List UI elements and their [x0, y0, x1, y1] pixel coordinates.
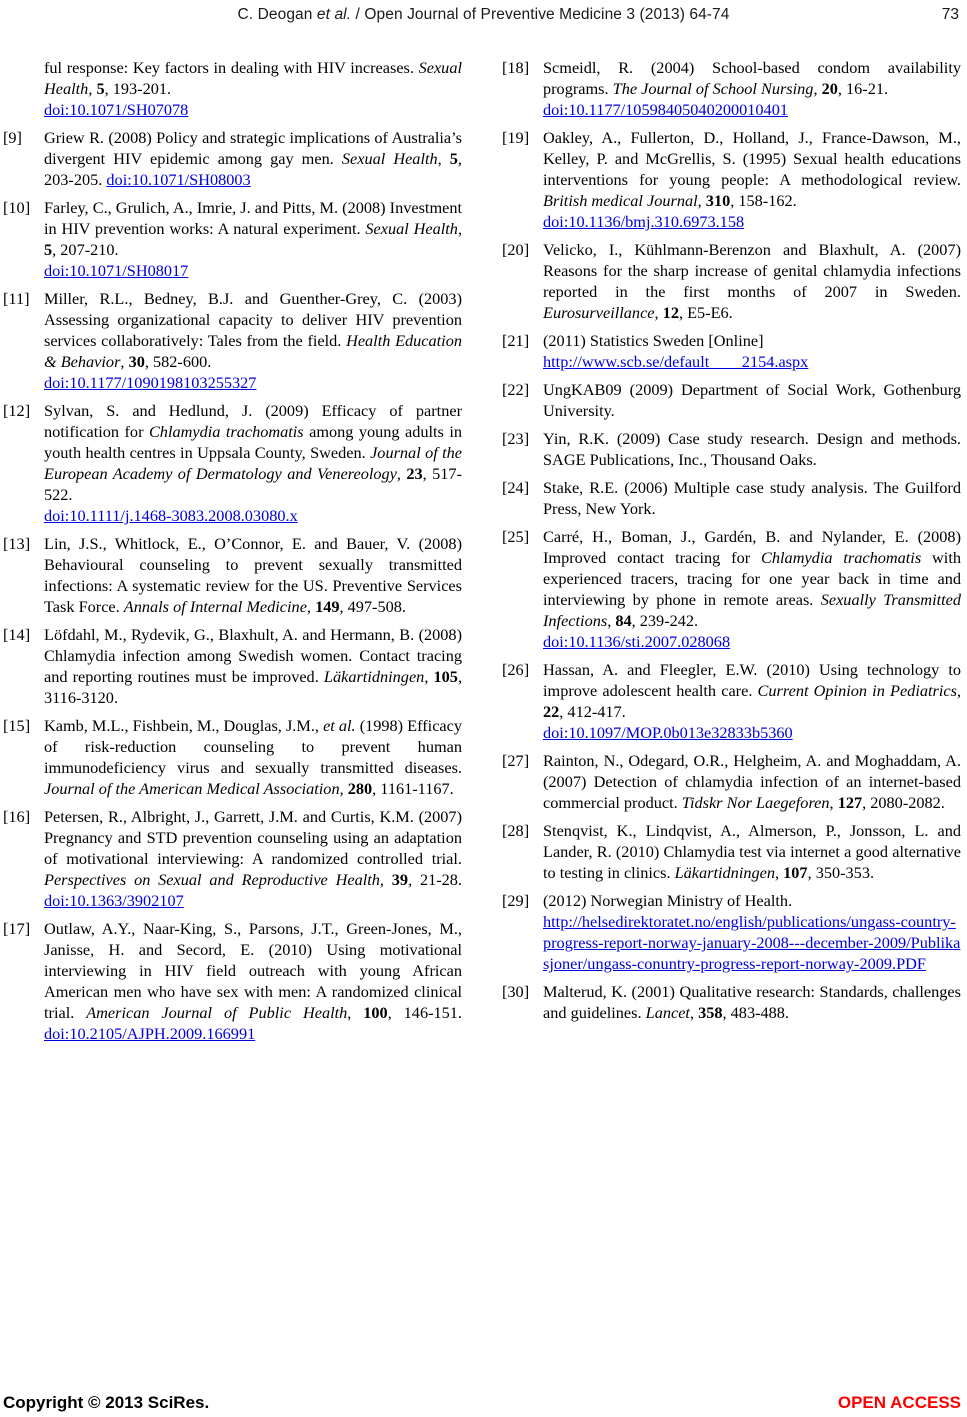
reference-text: ,	[339, 779, 348, 798]
reference-text: Löfdahl, M., Rydevik, G., Blaxhult, A. and Hermann, B. (2008) Chlamydia infection among Swedish women. Contact tracing and reporting routines must be improved.	[44, 625, 462, 686]
reference-number: [28]	[502, 821, 530, 840]
reference-body	[44, 197, 462, 281]
reference-text: , 239-242.	[631, 611, 699, 630]
reference-text: ,	[88, 79, 97, 98]
reference-text: Velicko, I., Kühlmann-Berenzon and Blaxhult, A. (2007) Reasons for the sharp increase of genital chlamydia infections reported in the first months of 2007 in Sweden.	[543, 240, 961, 301]
reference-text: , E5-E6.	[678, 303, 733, 322]
reference-text: 23	[406, 464, 423, 483]
reference-text: (2011) Statistics Sweden [Online]	[543, 331, 764, 350]
reference-text: 280	[347, 779, 373, 798]
reference-text: The Journal of School Nursing	[612, 79, 814, 98]
reference-text: ,	[424, 667, 434, 686]
reference-text: Sexually Transmitted Infections	[543, 590, 962, 630]
reference-number: [13]	[3, 534, 31, 553]
reference-text: ,	[437, 149, 450, 168]
reference-text: , 582-600.	[144, 352, 212, 371]
doi-link[interactable]: doi:10.1363/3902107	[44, 891, 184, 910]
reference-text: Griew R. (2008) Policy and strategic implications of Australia’s divergent HIV epidemic among gay men.	[44, 128, 462, 168]
reference-entry	[502, 750, 961, 813]
reference-body	[543, 330, 961, 372]
reference-text: et al.	[323, 716, 356, 735]
reference-body	[543, 981, 961, 1023]
reference-entry	[3, 288, 462, 393]
reference-text: 84	[615, 611, 632, 630]
reference-text: Outlaw, A.Y., Naar-King, S., Parsons, J.T., Green-Jones, M., Janisse, H. and Secord, E. (2010) Using motivational interviewing in HIV field outreach with young African American men who have sex with men: A randomized clinical trial.	[44, 919, 462, 1022]
running-head-et-al: et al.	[316, 6, 352, 23]
reference-text: , 203-205.	[44, 149, 462, 189]
reference-body	[44, 288, 462, 393]
reference-number: [29]	[502, 891, 530, 910]
reference-text: 107	[783, 863, 808, 882]
reference-body	[44, 806, 462, 911]
reference-text: American Journal of Public Health	[86, 1003, 348, 1022]
reference-text: (2012) Norwegian Ministry of Health.	[543, 891, 793, 910]
reference-text: , 412-417.	[559, 702, 626, 721]
reference-entry	[3, 806, 462, 911]
reference-entry	[3, 533, 462, 617]
reference-body	[543, 820, 961, 883]
reference-text: ,	[775, 863, 784, 882]
reference-number: [10]	[3, 198, 31, 217]
reference-body	[543, 379, 961, 421]
reference-body	[543, 239, 961, 323]
reference-entry	[3, 918, 462, 1044]
reference-text: ful response: Key factors in dealing with HIV increases.	[44, 58, 419, 77]
reference-number: [12]	[3, 401, 31, 420]
doi-link[interactable]: doi:10.1071/SH08017	[44, 261, 189, 280]
reference-text: 12	[662, 303, 679, 322]
reference-text: Sexual Health	[341, 149, 438, 168]
reference-entry	[3, 57, 462, 120]
doi-link[interactable]: doi:10.1097/MOP.0b013e32833b5360	[543, 723, 793, 742]
reference-number	[3, 57, 44, 120]
reference-text: 105	[433, 667, 458, 686]
doi-link[interactable]: doi:10.1177/1090198103255327	[44, 373, 257, 392]
reference-text: , 21-28.	[408, 870, 462, 889]
reference-text: 5	[44, 240, 53, 259]
reference-text: Sylvan, S. and Hedlund, J. (2009) Efficacy of partner notification for	[44, 401, 462, 441]
doi-link[interactable]: doi:10.1071/SH08003	[106, 170, 251, 189]
reference-text: 358	[698, 1003, 723, 1022]
reference-number: [22]	[502, 380, 530, 399]
reference-number: [20]	[502, 240, 530, 259]
doi-link[interactable]: doi:10.1136/bmj.310.6973.158	[543, 212, 745, 231]
reference-text: ,	[956, 681, 962, 700]
reference-text: Current Opinion in Pediatrics	[757, 681, 957, 700]
reference-text: ,	[457, 219, 463, 238]
reference-number: [21]	[502, 331, 530, 350]
reference-number: [30]	[502, 982, 530, 1001]
reference-entry	[502, 379, 961, 421]
reference-body	[44, 624, 462, 708]
reference-entry	[3, 197, 462, 281]
reference-text: 22	[543, 702, 560, 721]
reference-entry	[502, 428, 961, 470]
page-footer	[3, 1393, 961, 1413]
reference-text: 149	[315, 597, 340, 616]
reference-body	[44, 533, 462, 617]
reference-text: ,	[607, 611, 616, 630]
reference-body	[543, 57, 961, 120]
reference-entry	[502, 57, 961, 120]
reference-text: , 193-201.	[104, 79, 172, 98]
reference-text: British medical Journal	[543, 191, 698, 210]
reference-text: Sexual Health	[365, 219, 458, 238]
reference-text: ,	[347, 1003, 364, 1022]
reference-text: ,	[306, 597, 316, 616]
reference-body	[44, 400, 462, 526]
reference-text: Farley, C., Grulich, A., Imrie, J. and Pitts, M. (2008) Investment in HIV prevention works: A natural experiment.	[44, 198, 462, 238]
reference-text: Perspectives on Sexual and Reproductive Health	[44, 870, 380, 889]
reference-text: Journal of the American Medical Association	[44, 779, 340, 798]
doi-link[interactable]: doi:10.1136/sti.2007.028068	[543, 632, 731, 651]
reference-entry	[502, 981, 961, 1023]
reference-text: Carré, H., Boman, J., Gardén, B. and Nylander, E. (2008) Improved contact tracing for	[543, 527, 961, 567]
reference-entry	[3, 715, 462, 799]
reference-entry	[502, 890, 961, 974]
reference-text: 310	[705, 191, 731, 210]
reference-text: among young adults in youth health centres in Uppsala County, Sweden.	[44, 422, 463, 462]
reference-entry	[502, 659, 961, 743]
reference-text: , 158-162.	[730, 191, 797, 210]
reference-text: 20	[821, 79, 838, 98]
reference-text: Scmeidl, R. (2004) School-based condom availability programs.	[543, 58, 961, 98]
reference-text: Eurosurveillance	[543, 303, 655, 322]
reference-number: [18]	[502, 58, 530, 77]
reference-number: [26]	[502, 660, 530, 679]
doi-link[interactable]: doi:10.1071/SH07078	[44, 100, 189, 119]
reference-text: Läkartidningen	[674, 863, 775, 882]
reference-text: Rainton, N., Odegard, O.R., Helgheim, A. and Moghaddam, A. (2007) Detection of chlamydia infection of an internet-based commercial product.	[543, 751, 961, 812]
reference-text: 5	[449, 149, 458, 168]
url-link[interactable]: http://helsedirektoratet.no/english/publications/ungass-country-progress-report-norway-january-2008---december-2009/Publikasjoner/ungass-conuntry-progress-report-norway-2009.PDF	[543, 912, 961, 973]
running-head	[0, 6, 967, 24]
reference-text: ,	[689, 1003, 699, 1022]
reference-text: Chlamydia trachomatis	[761, 548, 922, 567]
reference-entry	[502, 820, 961, 883]
reference-text: ,	[813, 79, 822, 98]
reference-text: 100	[363, 1003, 388, 1022]
copyright-notice: Copyright © 2013 SciRes.	[3, 1393, 210, 1412]
reference-text: , 3116-3120.	[44, 667, 463, 707]
reference-text: , 16-21.	[837, 79, 889, 98]
reference-text: , 207-210.	[52, 240, 119, 259]
reference-text: ,	[829, 793, 838, 812]
reference-columns	[3, 57, 961, 1051]
reference-body	[44, 918, 462, 1044]
reference-body	[543, 477, 961, 519]
reference-text: Health Education & Behavior	[44, 331, 462, 371]
reference-text: ,	[120, 352, 129, 371]
reference-body	[543, 526, 961, 652]
reference-text: Journal of the European Academy of Dermatology and Venereology	[44, 443, 462, 483]
reference-text: Malterud, K. (2001) Qualitative research: Standards, challenges and guidelines.	[543, 982, 961, 1022]
reference-text: ,	[654, 303, 663, 322]
reference-text: , 350-353.	[807, 863, 875, 882]
reference-text: , 483-488.	[722, 1003, 789, 1022]
doi-link[interactable]: doi:10.1111/j.1468-3083.2008.03080.x	[44, 506, 298, 525]
page-number: 73	[941, 6, 959, 23]
running-head-journal: / Open Journal of Preventive Medicine 3 (2013) 64-74	[351, 6, 730, 23]
reference-body	[44, 57, 462, 120]
reference-entry	[3, 400, 462, 526]
references-column-right	[502, 57, 961, 1051]
reference-text: Petersen, R., Albright, J., Garrett, J.M. and Curtis, K.M. (2007) Pregnancy and STD prevention counseling using an adaptation of motivational interviewing: A randomized controlled trial.	[44, 807, 462, 868]
reference-number: [11]	[3, 289, 30, 308]
reference-entry	[3, 127, 462, 190]
doi-link[interactable]: doi:10.2105/AJPH.2009.166991	[44, 1024, 256, 1043]
reference-text: Yin, R.K. (2009) Case study research. Design and methods. SAGE Publications, Inc., Thousand Oaks.	[543, 429, 961, 469]
reference-number: [16]	[3, 807, 31, 826]
reference-text: Chlamydia trachomatis	[148, 422, 304, 441]
reference-text: ,	[697, 191, 706, 210]
reference-text: Stenqvist, K., Lindqvist, A., Almerson, P., Jonsson, L. and Lander, R. (2010) Chlamydia test via internet a good alternative to testing in clinics.	[543, 821, 961, 882]
reference-text: , 1161-1167.	[372, 779, 454, 798]
reference-body	[543, 659, 961, 743]
reference-text: , 517-522.	[44, 464, 462, 504]
reference-text: with experienced tracers, tracing for one year back in time and interviewing by phone in remote areas.	[543, 548, 961, 609]
reference-entry	[502, 477, 961, 519]
reference-text: Lin, J.S., Whitlock, E., O’Connor, E. and Bauer, V. (2008) Behavioural counseling to prevent sexually transmitted infections: A systematic review for the US. Preventive Services Task Force.	[44, 534, 462, 616]
url-link[interactable]: http://www.scb.se/default____2154.aspx	[543, 352, 809, 371]
doi-link[interactable]: doi:10.1177/10598405040200010401	[543, 100, 788, 119]
reference-text: , 497-508.	[339, 597, 406, 616]
running-head-author: C. Deogan	[237, 6, 317, 23]
reference-entry	[502, 526, 961, 652]
reference-text: 30	[128, 352, 145, 371]
reference-text: ,	[379, 870, 392, 889]
reference-text: Tidskr Nor Laegeforen	[681, 793, 830, 812]
reference-body	[543, 750, 961, 813]
reference-text: Stake, R.E. (2006) Multiple case study analysis. The Guilford Press, New York.	[543, 478, 961, 518]
reference-number: [25]	[502, 527, 530, 546]
reference-entry	[502, 330, 961, 372]
reference-body	[44, 715, 462, 799]
reference-number: [15]	[3, 716, 31, 735]
reference-text: Annals of Internal Medicine	[123, 597, 307, 616]
reference-text: 127	[837, 793, 863, 812]
reference-text: Sexual Health	[44, 58, 462, 98]
reference-text: Lancet	[645, 1003, 690, 1022]
reference-text: Hassan, A. and Fleegler, E.W. (2010) Using technology to improve adolescent health care.	[543, 660, 961, 700]
reference-entry	[3, 624, 462, 708]
reference-entry	[502, 127, 961, 232]
reference-text: (1998) Efficacy of risk-reduction counseling to prevent human immunodeficiency virus and sexually transmitted diseases.	[44, 716, 463, 777]
references-column-left	[3, 57, 462, 1051]
reference-number: [19]	[502, 128, 530, 147]
reference-text: 5	[96, 79, 105, 98]
reference-text: Kamb, M.L., Fishbein, M., Douglas, J.M.,	[44, 716, 324, 735]
reference-text: ,	[396, 464, 407, 483]
reference-number: [17]	[3, 919, 31, 938]
reference-body	[543, 127, 961, 232]
open-access-label: OPEN ACCESS	[837, 1393, 961, 1412]
reference-body	[44, 127, 462, 190]
reference-number: [27]	[502, 751, 530, 770]
reference-text: 39	[391, 870, 409, 889]
reference-entry	[502, 239, 961, 323]
reference-body	[543, 428, 961, 470]
reference-number: [14]	[3, 625, 31, 644]
reference-number: [9]	[3, 128, 22, 147]
reference-text: Oakley, A., Fullerton, D., Holland, J., France-Dawson, M., Kelley, P. and McGrellis, S. (1995) Sexual health educations interventions for young people: A methodological review.	[543, 128, 961, 189]
reference-text: UngKAB09 (2009) Department of Social Work, Gothenburg University.	[543, 380, 961, 420]
reference-text: Miller, R.L., Bedney, B.J. and Guenther-Grey, C. (2003) Assessing organizational capacity to deliver HIV prevention services collaboratively: Tales from the field.	[44, 289, 462, 350]
reference-text: , 2080-2082.	[862, 793, 945, 812]
reference-text: Läkartidningen	[323, 667, 425, 686]
reference-number: [23]	[502, 429, 530, 448]
reference-text: , 146-151.	[387, 1003, 463, 1022]
reference-body	[543, 890, 961, 974]
reference-number: [24]	[502, 478, 530, 497]
